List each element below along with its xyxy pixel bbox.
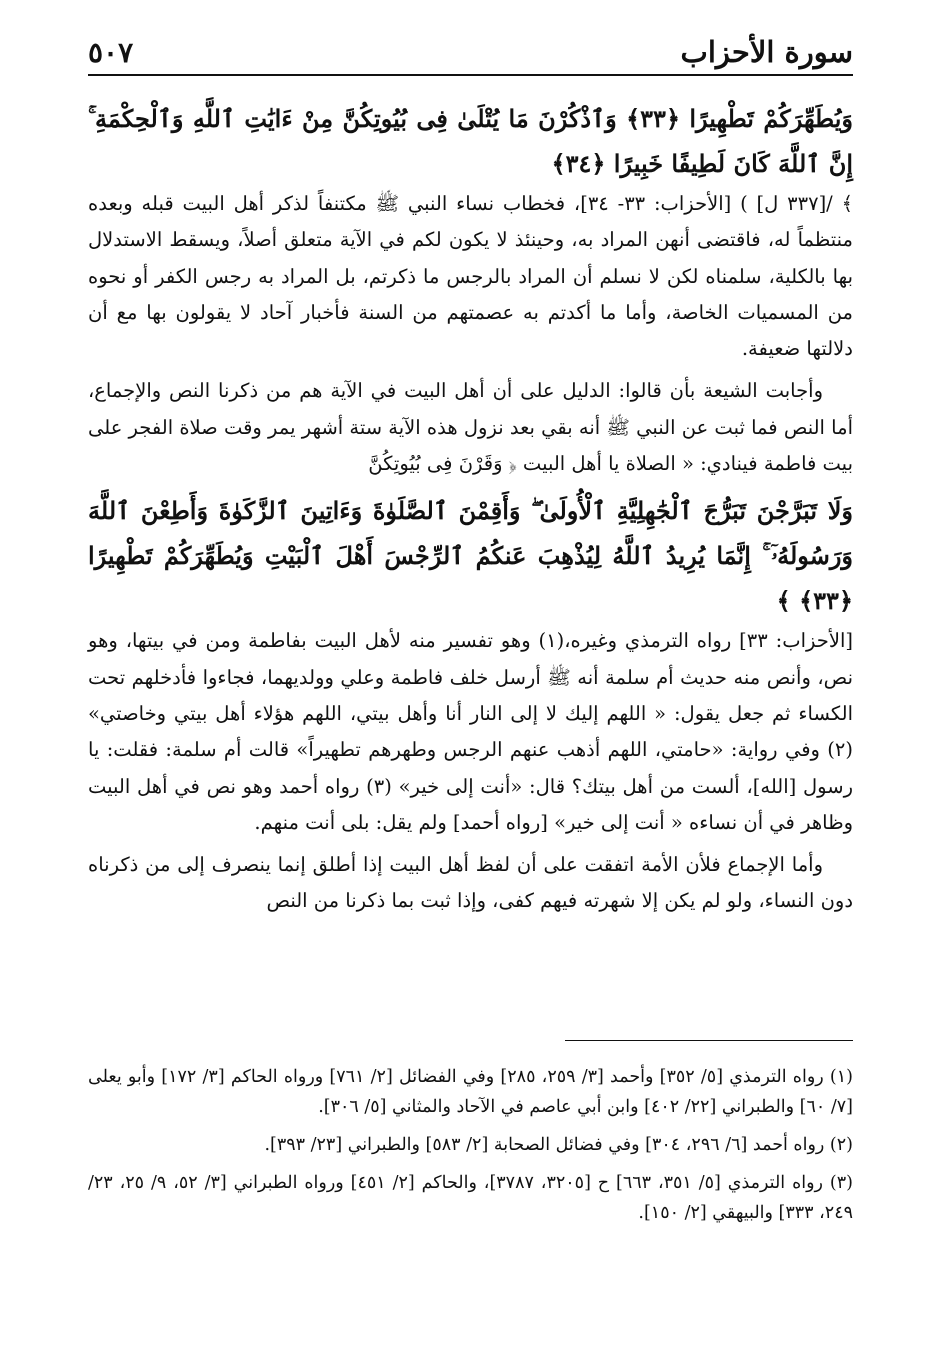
page-number: ٥٠٧ [88, 35, 134, 69]
main-text [88, 96, 853, 926]
quran-verse-block: وَلَا تَبَرَّجْنَ تَبَرُّجَ ٱلْجَٰهِلِيَّةِ ٱلْأُولَىٰ ۖ وَأَقِمْنَ ٱلصَّلَوٰةَ وَءَاتِينَ ٱلزَّكَوٰةَ وَأَطِعْنَ ٱللَّهَ وَرَسُولَهُۥٓ ۚ إِنَّمَا يُرِيدُ ٱللَّهُ لِيُذْهِبَ عَنكُمُ ٱلرِّجْسَ أَهْلَ ٱلْبَيْتِ وَيُطَهِّرَكُمْ تَطْهِيرًا ﴿٣٣﴾ ﴾ [88, 496, 853, 616]
quran-verse-block: وَيُطَهِّرَكُمْ تَطْهِيرًا ﴿٣٣﴾ وَٱذْكُرْنَ مَا يُتْلَىٰ فِى بُيُوتِكُنَّ مِنْ ءَايَٰتِ ٱللَّهِ وَٱلْحِكْمَةِ ۚ إِنَّ ٱللَّهَ كَانَ لَطِيفًا خَبِيرًا ﴿٣٤﴾ [88, 104, 854, 178]
running-title: سورة الأحزاب [680, 35, 853, 69]
page-header [88, 30, 853, 76]
paragraph: [الأحزاب: ٣٣] رواه الترمذي وغيره،(١) وهو تفسير منه لأهل البيت بفاطمة ومن في بيتها، وهو نص، وأنص منه حديث أم سلمة أنه ﷺ أرسل خلف فاطمة وعلي وولديهما، فجاءوا فأدخلهم تحت الكساء ثم جعل يقول: « اللهم إليك لا إلى النار أنا وأهل بيتي، اللهم هؤلاء أهل بيتي وخاصتي» (٢) وفي رواية: «حامتي، اللهم أذهب عنهم الرجس وطهرهم تطهيراً» قالت أم سلمة: فقلت: يا رسول [الله]، ألست من أهل بيتك؟ قال: «أنت إلى خير» (٣) رواه أحمد وهو نص في أهل البيت وظاهر في أن نساءه « أنت إلى خير» [رواه أحمد] ولم يقل: بلى أنت منهم. [88, 629, 853, 834]
footnote: (١) رواه الترمذي [٥/ ٣٥٢] وأحمد [٣/ ٢٥٩، ٢٨٥] وفي الفضائل [٢/ ٧٦١] ورواه الحاكم [٣/ ١٧٢] وأبو يعلى [٧/ ٦٠] والطبراني [٢٢/ ٤٠٢] وابن أبي عاصم في الآحاد والمثاني [٥/ ٣٠٦]. [88, 1067, 853, 1117]
paragraph: وأما الإجماع فلأن الأمة اتفقت على أن لفظ أهل البيت إذا أطلق إنما ينصرف إلى من ذكرناه دون النساء، ولو لم يكن إلا شهرته فيهم كفى، وإذا ثبت بما ذكرنا من النص [88, 853, 853, 913]
paragraph: ﴾ /[٣٣٧ ل] ) [الأحزاب: ٣٣- ٣٤]، فخطاب نساء النبي ﷺ مكتنفاً لذكر أهل البيت قبله وبعده منتظماً له، فاقتضى أنهن المراد به، وحينئذ لا يكون لكم في الآية متعلق أصلاً، ويسقط الاستدلال بها بالكلية، سلمناه لكن لا نسلم أن المراد بالرجس ما ذكرتم، بل المراد به رجس الكفر أو نحوه من المسميات الخاصة، وأما ما أكدتم به عصمتهم من السنة فأخبار آحاد لا يقولون بها مع أن دلالتها ضعيفة. [88, 192, 853, 361]
paragraph: وأجابت الشيعة بأن قالوا: الدليل على أن أهل البيت في الآية هم من ذكرنا النص والإجماع، أما النص فما ثبت عن النبي ﷺ أنه بقي بعد نزول هذه الآية ستة أشهر يمر وقت صلاة الفجر على بيت فاطمة فينادي: « الصلاة يا أهل البيت ﴿ وَقَرْنَ فِى بُيُوتِكُنَّ [88, 379, 853, 476]
footnote: (٢) رواه أحمد [٦/ ٢٩٦، ٣٠٤] وفي فضائل الصحابة [٢/ ٥٨٣] والطبراني [٢٣/ ٣٩٣]. [264, 1135, 853, 1155]
footnote: (٣) رواه الترمذي [٥/ ٣٥١، ٦٦٣] ح [٣٢٠٥، ٣٧٨٧]، والحاكم [٢/ ٤٥١] ورواه الطبراني [٣/ ٥٢، ٩/ ٢٥، ٢٣/ ٢٤٩، ٣٣٣] والبيهقي [٢/ ١٥٠]. [88, 1173, 853, 1223]
footnotes [88, 1062, 853, 1236]
footnote-separator [565, 1040, 853, 1041]
